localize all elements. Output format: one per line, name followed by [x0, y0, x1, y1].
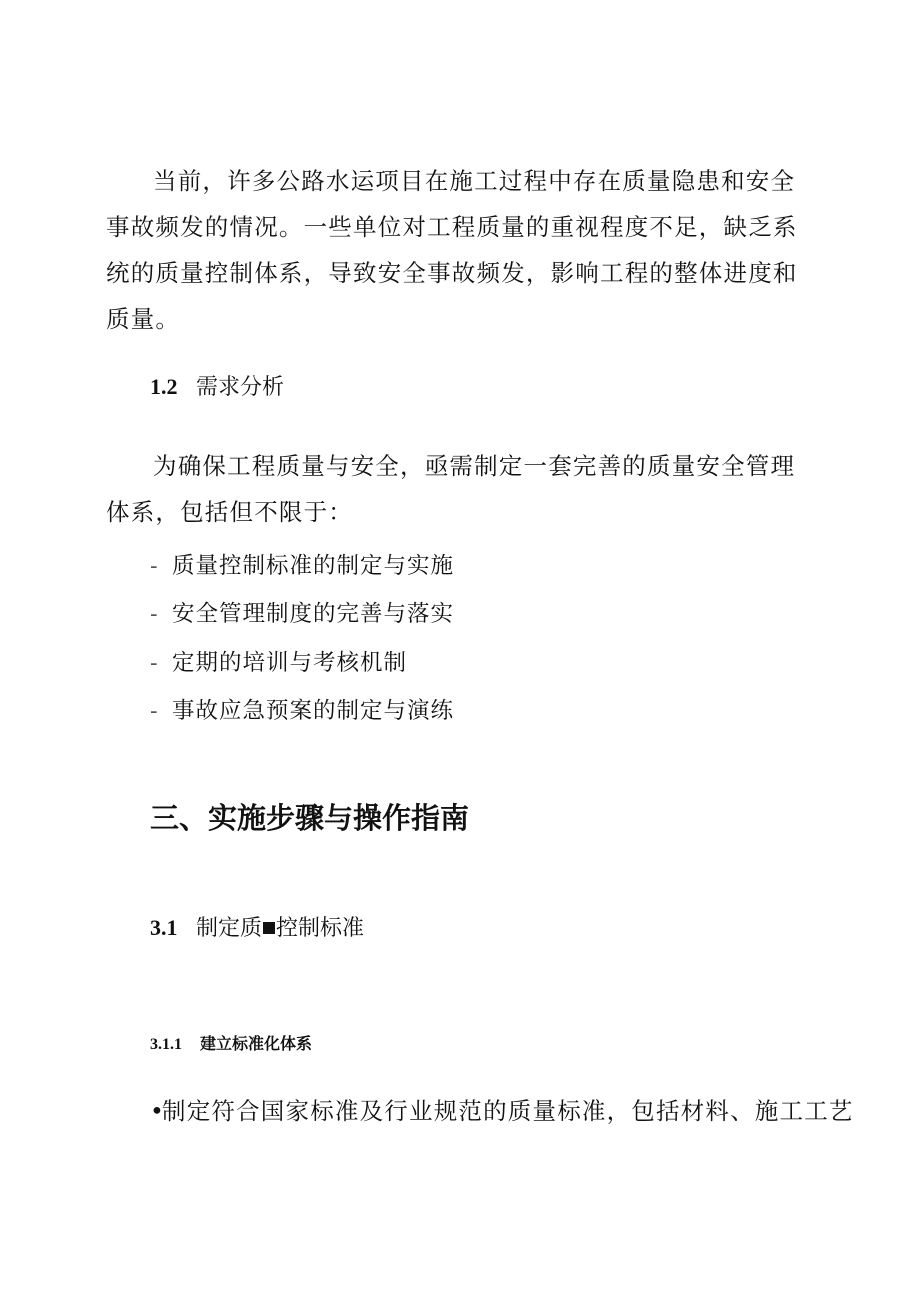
placeholder-glyph-icon [263, 922, 275, 934]
chapter-heading-3: 三、实施步骤与操作指南 [150, 801, 470, 835]
section-title: 需求分析 [196, 375, 285, 400]
section-number: 3.1 [150, 915, 178, 940]
subsection-number: 3.1.1 [150, 1036, 182, 1053]
section-heading-3-1: 3.1 制定质 控制标准 [150, 915, 365, 941]
bullet-icon: • [150, 1097, 166, 1125]
list-item: - 质量控制标准的制定与实施 [150, 553, 455, 579]
subsection-title: 建立标准化体系 [200, 1034, 313, 1053]
section-heading-1-2 [150, 370, 284, 401]
subsection-heading-3-1-1 [150, 1031, 312, 1054]
list-item: - 事故应急预案的制定与演练 [150, 698, 455, 724]
list-item: - 定期的培训与考核机制 [150, 650, 408, 676]
bullet-paragraph: •制定符合国家标准及行业规范的质量标准，包括材料、施工工艺 [150, 1097, 854, 1125]
intro-paragraph: 当前，许多公路水运项目在施工过程中存在质量隐患和安全事故频发的情况。一些单位对工程质量的重视程度不足，缺乏系统的质量控制体系，导致安全事故频发，影响工程的整体进度和质量。 [106, 167, 798, 333]
list-item: - 安全管理制度的完善与落实 [150, 601, 455, 627]
requirements-paragraph: 为确保工程质量与安全，亟需制定一套完善的质量安全管理体系，包括但不限于： [106, 452, 796, 526]
section-number: 1.2 [150, 374, 178, 399]
